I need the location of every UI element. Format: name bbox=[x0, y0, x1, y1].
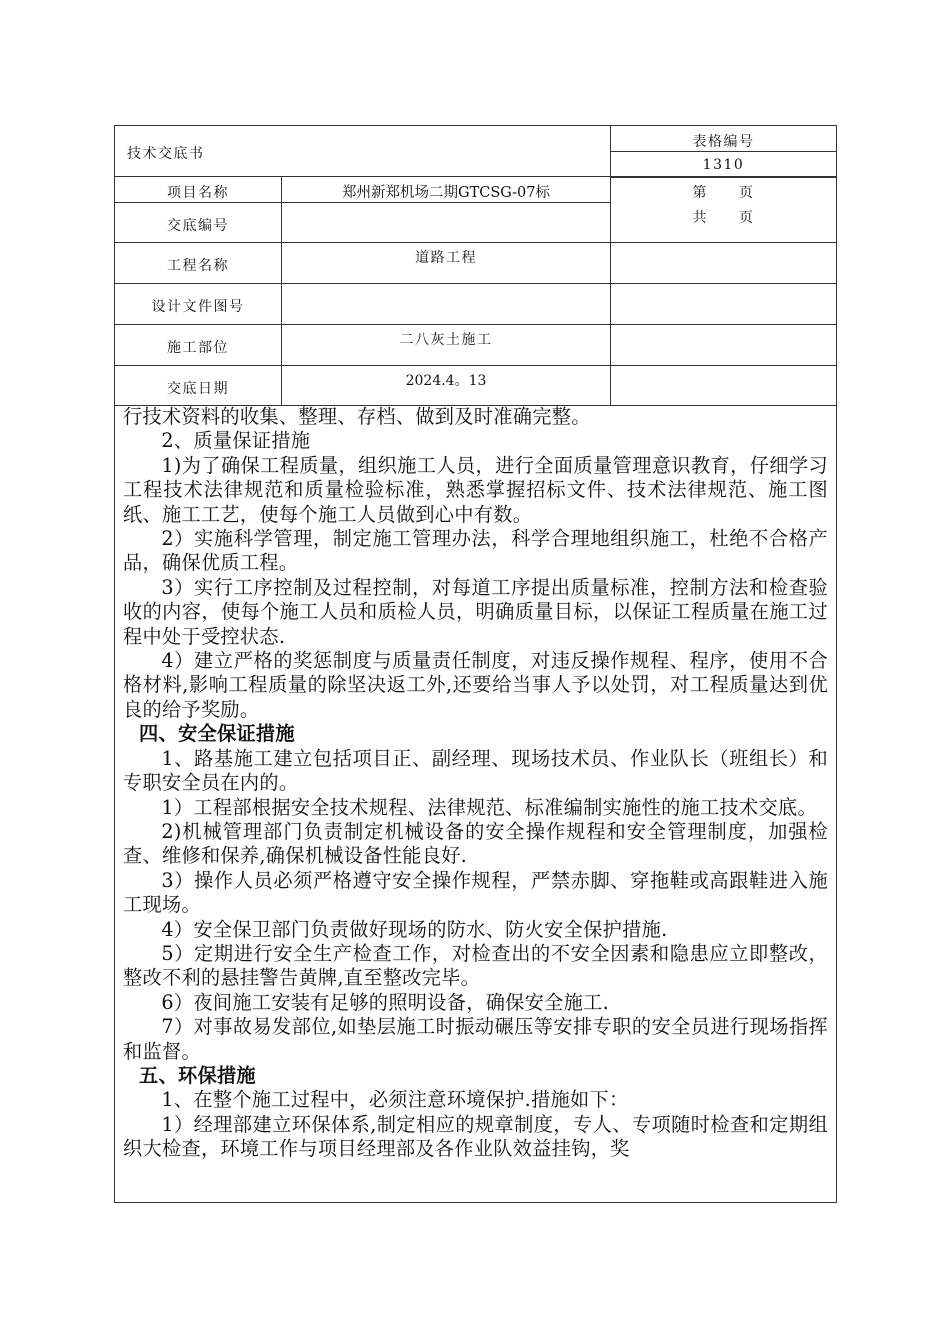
row-part-label: 施工部位 bbox=[167, 340, 229, 356]
form-no-label-cell bbox=[610, 125, 837, 152]
row-drawing-label-cell bbox=[114, 283, 282, 325]
form-no-value: 1310 bbox=[702, 157, 745, 173]
row-drawing-extra-cell bbox=[610, 283, 837, 325]
row-project-label: 项目名称 bbox=[167, 185, 229, 201]
row-project-value: 郑州新郑机场二期GTCSG-07标 bbox=[342, 185, 550, 201]
paragraph-continued: 行技术资料的收集、整理、存档、做到及时准确完整。 bbox=[123, 405, 591, 428]
row-engineering-label-cell bbox=[114, 242, 282, 284]
row-code-label-cell bbox=[114, 202, 282, 243]
row-engineering-label: 工程名称 bbox=[167, 258, 229, 274]
row-project-label-cell bbox=[114, 176, 282, 203]
row-part-extra-cell bbox=[610, 324, 837, 366]
row-date-value-cell bbox=[281, 365, 611, 406]
row-drawing-value-cell bbox=[281, 283, 611, 325]
total-pages-label: 共 页 bbox=[692, 210, 755, 226]
paragraph-quality-1: 1)为了确保工程质量，组织施工人员，进行全面质量管理意识教育，仔细学习工程技术法律规范和质量检验标准，熟悉掌握招标文件、技术法律规范、施工图纸、施工工艺，使每个施工人员做到心中有数。 bbox=[123, 453, 828, 526]
row-date-value: 2024.4。13 bbox=[405, 373, 487, 389]
row-engineering-value: 道路工程 bbox=[415, 250, 477, 266]
row-date-extra-cell bbox=[610, 365, 837, 406]
row-part-value-cell bbox=[281, 324, 611, 366]
paragraph-environment-1: 1）经理部建立环保体系,制定相应的规章制度，专人、专项随时检查和定期组织大检查，环境工作与项目经理部及各作业队效益挂钩，奖 bbox=[123, 1112, 828, 1161]
doc-title-cell bbox=[114, 125, 611, 177]
paragraph-safety-6: 6）夜间施工安装有足够的照明设备，确保安全施工. bbox=[161, 990, 610, 1014]
row-engineering-extra-cell bbox=[610, 242, 837, 284]
paragraph-quality-4: 4）建立严格的奖惩制度与质量责任制度，对违反操作规程、程序，使用不合格材料,影响工程质量的除坚决返工外,还要给当事人予以处罚，对工程质量达到优良的给予奖励。 bbox=[123, 649, 828, 721]
paragraph-quality-2: 2）实施科学管理，制定施工管理办法，科学合理地组织施工，杜绝不合格产品，确保优质工程。 bbox=[123, 527, 828, 575]
paragraph-safety-7: 7）对事故易发部位,如垫层施工时振动碾压等安排专职的安全员进行现场指挥和监督。 bbox=[123, 1015, 828, 1063]
doc-title: 技术交底书 bbox=[127, 146, 205, 162]
paragraph-safety-2: 2)机械管理部门负责制定机械设备的安全操作规程和安全管理制度，加强检查、维修和保养,确保机械设备性能良好. bbox=[123, 819, 828, 868]
row-part-label-cell bbox=[114, 324, 282, 366]
paragraph-safety-5: 5）定期进行安全生产检查工作，对检查出的不安全因素和隐患应立即整改，整改不利的悬挂警告黄牌,直至整改完毕。 bbox=[123, 941, 828, 990]
paragraph-environment-intro: 1、在整个施工过程中，必须注意环境保护.措施如下： bbox=[161, 1088, 629, 1112]
row-engineering-value-cell bbox=[281, 242, 611, 284]
paragraph-quality-3: 3）实行工序控制及过程控制，对每道工序提出质量标准，控制方法和检查验收的内容，使每个施工人员和质检人员，明确质量目标，以保证工程质量在施工过程中处于受控状态. bbox=[123, 575, 828, 648]
form-no-label: 表格编号 bbox=[692, 134, 755, 150]
paragraph-safety-4: 4）安全保卫部门负责做好现场的防水、防火安全保护措施. bbox=[161, 917, 668, 941]
row-drawing-label: 设计文件图号 bbox=[151, 299, 245, 315]
row-code-value-cell bbox=[281, 202, 611, 243]
paragraph-safety-1: 1）工程部根据安全技术规程、法律规范、标准编制实施性的施工技术交底。 bbox=[161, 795, 817, 819]
subsection-quality: 2、质量保证措施 bbox=[161, 429, 311, 453]
page-info-cell bbox=[610, 176, 837, 243]
disclosure-content bbox=[114, 405, 837, 1203]
form-no-value-cell bbox=[610, 151, 837, 178]
row-part-value: 二八灰土施工 bbox=[399, 332, 493, 348]
row-code-label: 交底编号 bbox=[167, 218, 229, 234]
section-heading-safety: 四、安全保证措施 bbox=[139, 722, 295, 746]
header-table bbox=[114, 125, 837, 406]
paragraph-safety-intro: 1、路基施工建立包括项目正、副经理、现场技术员、作业队长（班组长）和专职安全员在内的。 bbox=[123, 746, 828, 795]
row-date-label-cell bbox=[114, 365, 282, 406]
row-project-value-cell bbox=[281, 176, 611, 203]
section-heading-environment: 五、环保措施 bbox=[139, 1063, 256, 1087]
paragraph-safety-3: 3）操作人员必须严格遵守安全操作规程，严禁赤脚、穿拖鞋或高跟鞋进入施工现场。 bbox=[123, 868, 828, 917]
row-date-label: 交底日期 bbox=[167, 381, 229, 397]
page-number-label: 第 页 bbox=[692, 185, 755, 201]
